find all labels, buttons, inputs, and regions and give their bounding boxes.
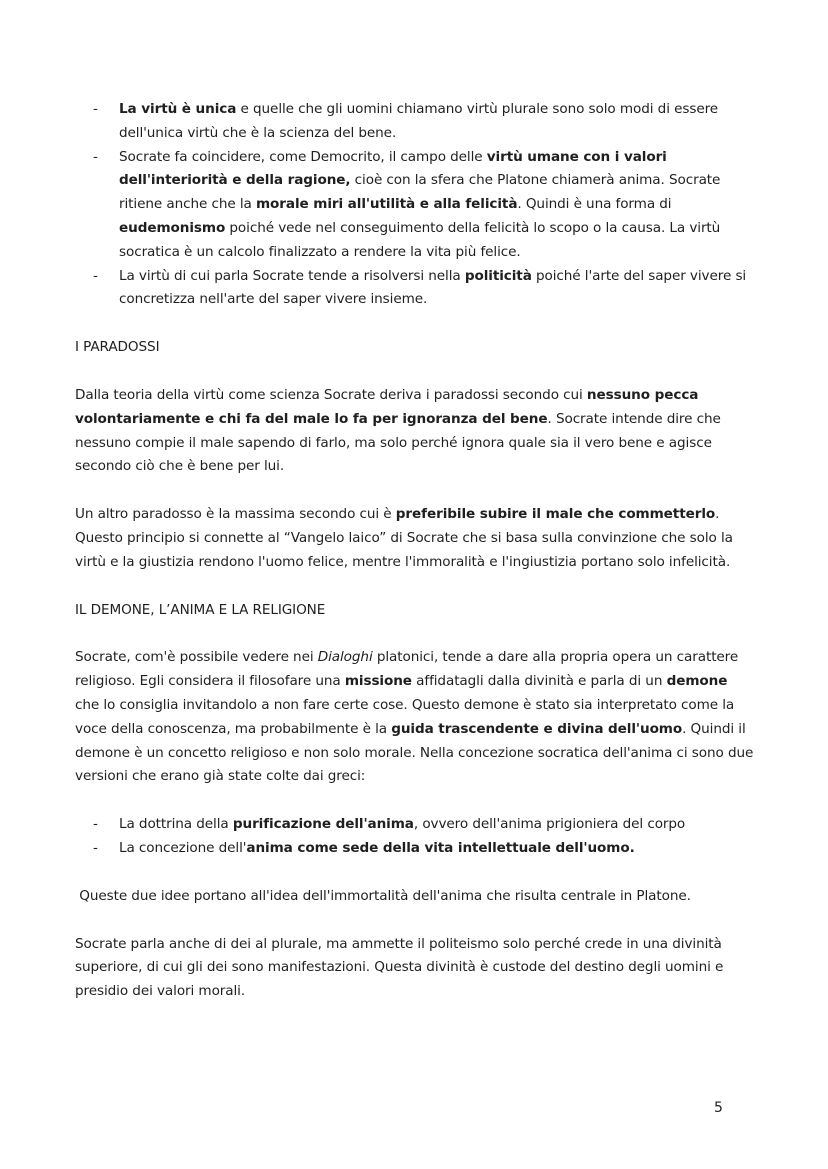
body-text: che lo consiglia invitandolo a non fare certe cose. Questo demone è stato sia interpretato come la voce della conoscenza, ma probabilmente è la [75, 696, 735, 737]
body-text: . Questo principio si connette al “Vangelo laico” di Socrate che si basa sulla convinzione che solo la virtù e la giustizia rendono l'uomo felice, mentre l'immoralità e l'ingiustizia portano solo infelicità. [75, 506, 733, 570]
bold-text: anima come sede della vita intellettuale dell'uomo. [246, 839, 635, 856]
paragraph-gods: Socrate parla anche di dei al plurale, ma ammette il politeismo solo perché crede in una divinità superiore, di cui gli dei sono manifestazioni. Questa divinità è custode del destino degli uomini e presidio dei valori morali. [75, 935, 724, 1000]
bold-text: morale miri all'utilità e alla felicità [255, 196, 518, 213]
body-text: , ovvero dell'anima prigioniera del corpo [413, 816, 686, 833]
body-text: Socrate, com'è possibile vedere nei [75, 649, 318, 666]
bold-text: preferibile subire il male che commetterlo [395, 506, 716, 523]
bold-text: purificazione dell'anima [232, 816, 414, 833]
list-item [75, 265, 755, 313]
bold-text: nessuno pecca volontariamente e chi fa del male lo fa per ignoranza del bene [75, 386, 699, 427]
body-text: La dottrina della [119, 816, 233, 833]
body-text: . Quindi il demone è un concetto religioso e non solo morale. Nella concezione socratica dell'anima ci sono due versioni che erano già state colte dai greci: [75, 720, 754, 785]
bold-text: La virtù è unica [119, 101, 237, 117]
body-text: e quelle che gli uomini chiamano virtù plurale sono solo modi di essere dell'unica virtù che è la scienza del bene. [119, 101, 719, 141]
paragraph-paradossi-1 [75, 384, 755, 479]
body-text: affidatagli dalla divinità e parla di un [411, 673, 667, 690]
page-number: 5 [714, 1100, 723, 1116]
bold-text: demone [666, 673, 728, 690]
body-text: Socrate fa coincidere, come Democrito, il campo delle [119, 148, 487, 165]
section-heading-paradossi: I PARADOSSI [75, 339, 160, 356]
bold-text: guida trascendente e divina dell'uomo [391, 720, 683, 737]
bold-text: missione [344, 673, 412, 690]
body-text: poiché vede nel conseguimento della felicità lo scopo o la causa. La virtù socratica è un calcolo finalizzato a rendere la vita più felice. [119, 219, 721, 260]
list-item [75, 146, 755, 265]
body-text: platonici, tende a dare alla propria opera un carattere religioso. Egli considera il filosofare una [75, 649, 739, 690]
body-text: poiché l'arte del saper vivere si concretizza nell'arte del saper vivere insieme. [119, 267, 747, 308]
bullet-dash: - [93, 816, 98, 833]
bullet-dash: - [93, 267, 98, 284]
virtue-list [75, 98, 755, 312]
body-text: . Quindi è una forma di [517, 196, 672, 213]
list-item [75, 837, 755, 861]
soul-list [75, 813, 755, 861]
paragraph-paradossi-2 [75, 503, 755, 574]
italic-text: Dialoghi [317, 649, 373, 666]
page-content [75, 98, 755, 1004]
bold-text: eudemonismo [119, 219, 226, 236]
section-heading-demone: IL DEMONE, L’ANIMA E LA RELIGIONE [75, 601, 326, 618]
list-item [75, 98, 755, 146]
body-text: La virtù di cui parla Socrate tende a risolversi nella [119, 267, 465, 284]
bullet-dash: - [93, 839, 98, 856]
list-item [75, 813, 755, 837]
bullet-dash: - [93, 101, 98, 117]
body-text: Un altro paradosso è la massima secondo cui è [75, 506, 396, 523]
body-text: La concezione dell' [119, 839, 247, 856]
paragraph-demone [75, 646, 755, 789]
body-text: cioè con la sfera che Platone chiamerà anima. Socrate ritiene anche che la [119, 172, 721, 213]
body-text: . Socrate intende dire che nessuno compie il male sapendo di farlo, ma solo perché ignora quale sia il vero bene e agisce secondo ciò che è bene per lui. [75, 410, 721, 475]
body-text: Dalla teoria della virtù come scienza Socrate deriva i paradossi secondo cui [75, 386, 587, 403]
bold-text: virtù umane con i valori dell'interiorità e della ragione, [119, 148, 667, 189]
bullet-dash: - [93, 148, 98, 165]
bold-text: politicità [464, 267, 532, 284]
paragraph-immortality: Queste due idee portano all'idea dell'immortalità dell'anima che risulta centrale in Platone. [75, 887, 691, 904]
